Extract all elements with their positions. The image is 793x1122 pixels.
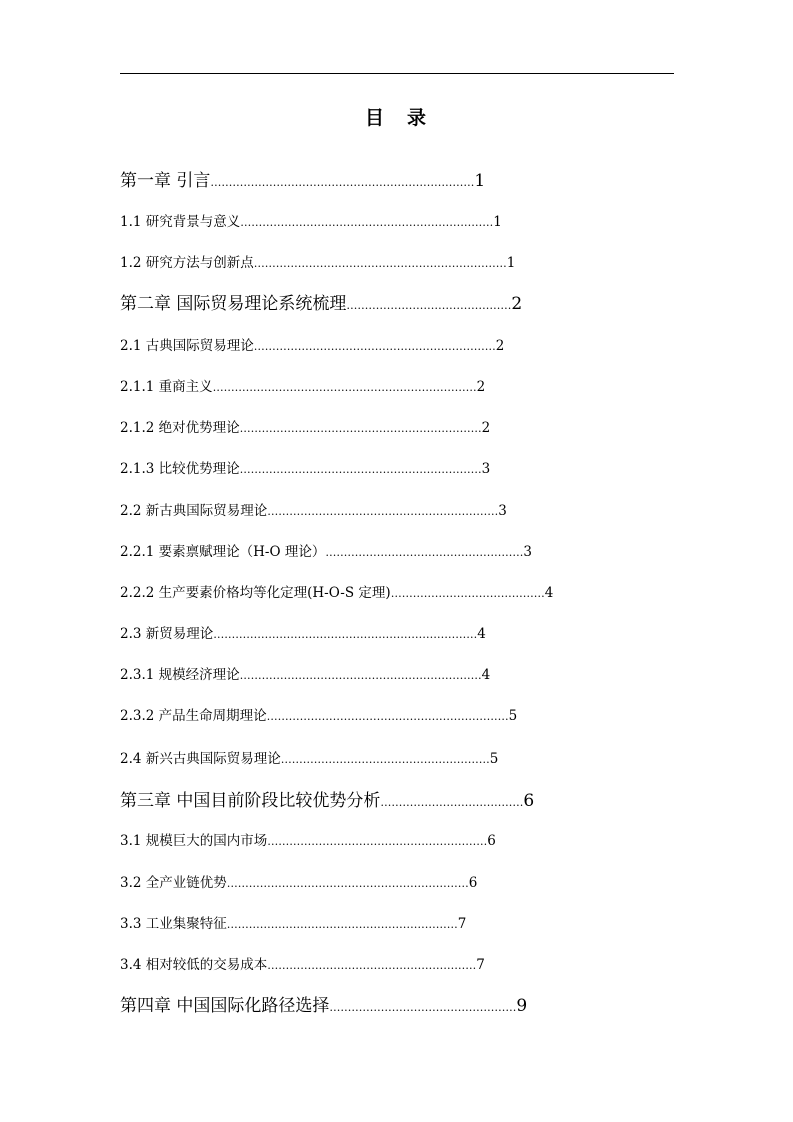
toc-leader-dots: ………………………………………………	[325, 546, 524, 559]
toc-chapter-entry[interactable]	[120, 173, 485, 190]
toc-leader-dots: ……………………………………………………………	[253, 257, 507, 270]
toc-page-number: 2	[476, 379, 486, 395]
toc-leader-dots: ……………………………………	[390, 587, 545, 600]
toc-page-number: 4	[481, 667, 491, 683]
toc-entry-label: 2.1.2 绝对优势理论	[120, 420, 240, 436]
toc-entry-label: 1.2 研究方法与创新点	[120, 255, 254, 271]
toc-entry-label: 2.3.1 规模经济理论	[120, 667, 240, 683]
toc-entry-label: 2.2 新古典国际贸易理论	[120, 503, 268, 519]
toc-entry-label: 2.3.2 产品生命周期理论	[120, 708, 267, 724]
toc-leader-dots: ……………………………………………	[329, 1001, 517, 1014]
toc-entry-label: 第二章 国际贸易理论系统梳理	[120, 294, 347, 314]
toc-section-entry[interactable]	[120, 669, 490, 683]
toc-page-number: 1	[474, 171, 486, 191]
toc-section-entry[interactable]	[120, 381, 485, 395]
toc-entry-label: 第四章 中国国际化路径选择	[120, 996, 330, 1016]
toc-leader-dots: …………………………………………………………	[239, 422, 482, 435]
toc-entry-label: 2.2.2 生产要素价格均等化定理(H-O-S 定理)	[120, 585, 391, 601]
toc-leader-dots: …………………………………………………………	[253, 340, 496, 353]
toc-leader-dots: …………………………………………………	[267, 959, 477, 972]
toc-section-entry[interactable]	[120, 216, 502, 230]
toc-page-number: 3	[498, 503, 507, 519]
toc-leader-dots: ………………………………………………………………	[210, 176, 475, 189]
toc-entry-label: 3.3 工业集聚特征	[120, 916, 227, 932]
toc-page-number: 1	[493, 214, 502, 230]
toc-section-entry[interactable]	[120, 463, 490, 477]
toc-leader-dots: ………………………………………………………………	[213, 628, 478, 641]
toc-section-entry[interactable]	[120, 628, 486, 642]
toc-leader-dots: …………………………………………………………	[239, 669, 482, 682]
toc-section-entry[interactable]	[120, 753, 498, 767]
page-title: 目 录	[364, 107, 428, 129]
toc-page-number: 2	[511, 294, 523, 314]
toc-entry-label: 2.2.1 要素禀赋理论（H-O 理论）	[120, 544, 326, 560]
toc-section-entry[interactable]	[120, 546, 532, 560]
toc-page-number: 5	[508, 708, 518, 724]
toc-section-entry[interactable]	[120, 587, 553, 601]
toc-leader-dots: ……………………………………………………………	[240, 216, 494, 229]
toc-leader-dots: …………………………………………………………	[226, 877, 469, 890]
toc-section-entry[interactable]	[120, 422, 490, 436]
toc-page-number: 9	[516, 996, 528, 1016]
toc-page-number: 1	[506, 255, 516, 271]
toc-page-number: 2	[495, 338, 505, 354]
toc-chapter-entry[interactable]	[120, 296, 522, 313]
toc-entry-label: 3.4 相对较低的交易成本	[120, 957, 268, 973]
toc-section-entry[interactable]	[120, 877, 477, 891]
toc-entry-label: 1.1 研究背景与意义	[120, 214, 241, 230]
toc-page-number: 4	[544, 585, 554, 601]
toc-page-number: 6	[523, 791, 535, 811]
toc-leader-dots: ……………………………………………………	[267, 835, 488, 848]
toc-leader-dots: …………………………………………………………	[239, 463, 482, 476]
toc-entry-label: 第三章 中国目前阶段比较优势分析	[120, 791, 381, 811]
toc-section-entry[interactable]	[120, 340, 504, 354]
toc-section-entry[interactable]	[120, 959, 485, 973]
toc-page-number: 5	[489, 751, 499, 767]
toc-section-entry[interactable]	[120, 710, 517, 724]
toc-page-number: 7	[476, 957, 485, 973]
toc-page-number: 3	[481, 461, 491, 477]
toc-section-entry[interactable]	[120, 505, 507, 519]
toc-entry-label: 2.3 新贸易理论	[120, 626, 214, 642]
toc-section-entry[interactable]	[120, 835, 496, 849]
toc-entry-label: 第一章 引言	[120, 171, 211, 191]
toc-entry-label: 2.1.1 重商主义	[120, 379, 213, 395]
toc-leader-dots: ………………………………………………………	[267, 505, 499, 518]
toc-leader-dots: ………………………………………………………	[226, 918, 458, 931]
toc-entry-label: 3.1 规模巨大的国内市场	[120, 833, 268, 849]
toc-leader-dots: ………………………………………	[346, 299, 512, 312]
toc-page-number: 7	[457, 916, 467, 932]
toc-leader-dots: ………………………………………………………………	[212, 381, 477, 394]
toc-page-number: 6	[468, 875, 478, 891]
toc-entry-label: 3.2 全产业链优势	[120, 875, 227, 891]
toc-leader-dots: …………………………………………………	[280, 753, 490, 766]
toc-page-number: 4	[477, 626, 486, 642]
toc-section-entry[interactable]	[120, 918, 466, 932]
toc-chapter-entry[interactable]	[120, 793, 534, 810]
toc-leader-dots: …………………………………………………………	[266, 710, 509, 723]
toc-section-entry[interactable]	[120, 257, 515, 271]
toc-entry-label: 2.1 古典国际贸易理论	[120, 338, 254, 354]
toc-page-number: 2	[481, 420, 491, 436]
toc-entry-label: 2.1.3 比较优势理论	[120, 461, 240, 477]
toc-chapter-entry[interactable]	[120, 998, 527, 1015]
toc-page-number: 3	[523, 544, 532, 560]
toc-page-number: 6	[487, 833, 496, 849]
toc-entry-label: 2.4 新兴古典国际贸易理论	[120, 751, 281, 767]
toc-leader-dots: …………………………………	[380, 796, 524, 809]
